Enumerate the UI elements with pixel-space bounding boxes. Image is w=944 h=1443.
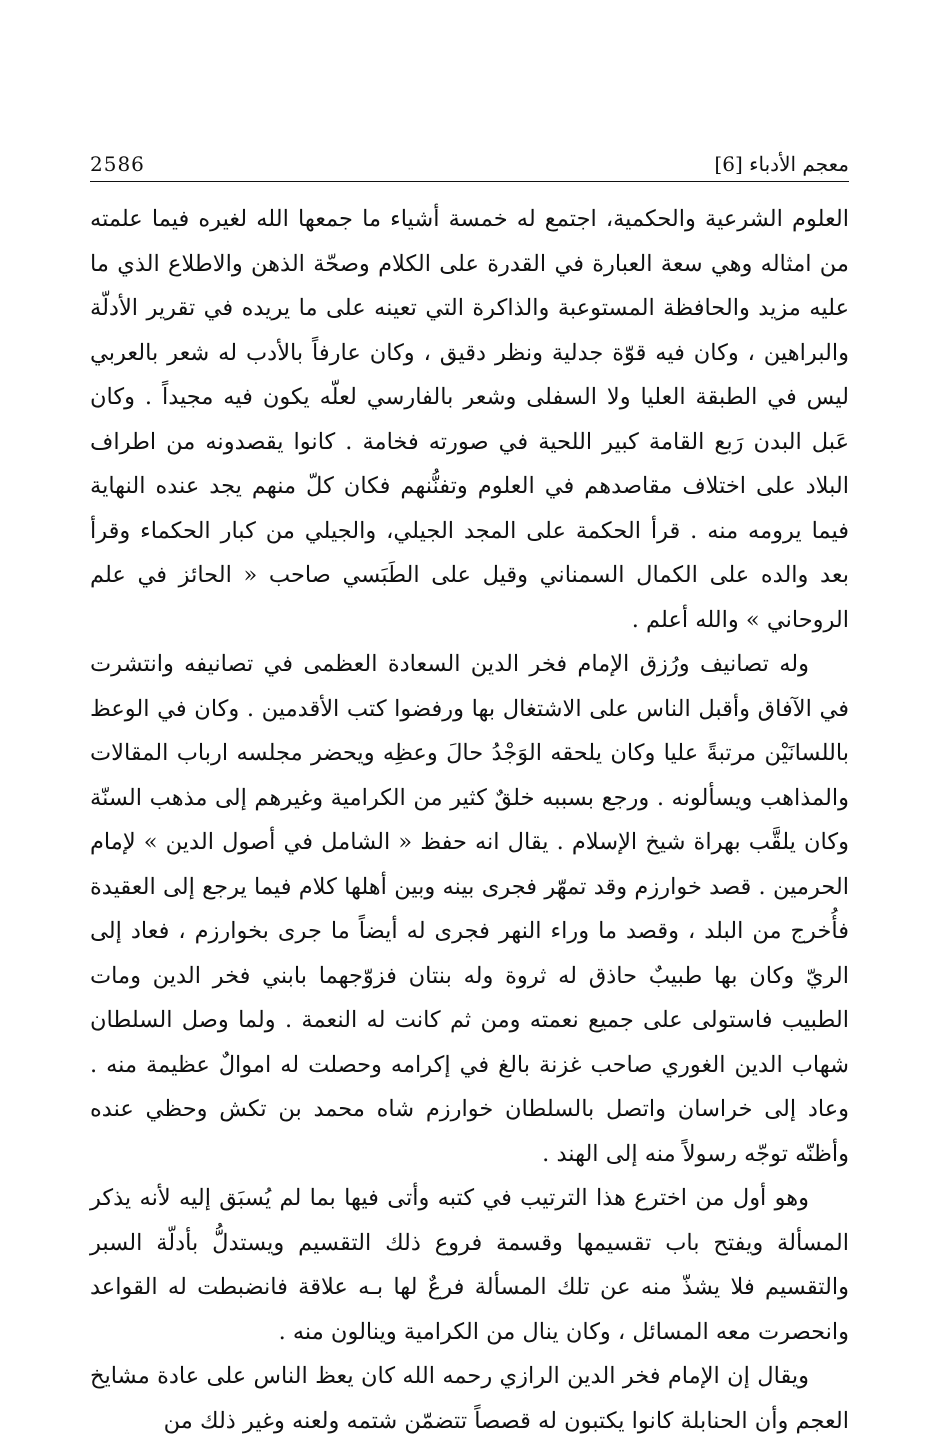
header-rule (90, 181, 849, 182)
paragraph: وهو أول من اخترع هذا الترتيب في كتبه وأتى فيها بما لم يُسبَق إليه لأنه يذكر المسألة ويفتح باب تقسيمها وقسمة فروع ذلك التقسيم ويستدلُّ بأدلّة السبر والتقسيم فلا يشذّ منه عن تلك المسألة فرعٌ لها بـه علاقة فانضبطت له القواعد وانحصرت معه المسائل ، وكان ينال من الكرامية وينالون منه . (90, 1185, 849, 1345)
paragraph: وله تصانيف ورُزق الإمام فخر الدين السعادة العظمى في تصانيفه وانتشرت في الآفاق وأقبل الناس على الاشتغال بها ورفضوا كتب الأقدمين . وكان في الوعظ باللسانَيْن مرتبةً عليا وكان يلحقه الوَجْدُ حالَ وعظِه ويحضر مجلسه ارباب المقالات والمذاهب ويسألونه . ورجع بسببه خلقٌ كثير من الكرامية وغيرهم إلى مذهب السنّة وكان يلقَّب بهراة شيخ الإسلام . يقال انه حفظ « الشامل في أصول الدين » لإمام الحرمين . قصد خوارزم وقد تمهّر فجرى بينه وبين أهلها كلام فيما يرجع إلى العقيدة فأُخرج من البلد ، وقصد ما وراء النهر فجرى له أيضاً ما جرى بخوارزم ، فعاد إلى الريّ وكان بها طبيبٌ حاذق له ثروة وله بنتان فزوّجهما بابني فخر الدين ومات الطبيب فاستولى على جميع نعمته ومن ثم كانت له النعمة . ولما وصل السلطان شهاب الدين الغوري صاحب غزنة بالغ في إكرامه وحصلت له اموالٌ عظيمة منه . وعاد إلى خراسان واتصل بالسلطان خوارزم شاه محمد بن تكش وحظي عنده وأظنّه توجّه رسولاً منه إلى الهند . (90, 651, 849, 1167)
running-title: معجم الأدباء [6] (714, 152, 849, 176)
page-number: 2586 (90, 152, 145, 176)
body-text (90, 197, 849, 1443)
paragraph: ويقال إن الإمام فخر الدين الرازي رحمه الله كان يعظ الناس على عادة مشايخ العجم وأن الحنابلة كانوا يكتبون له قصصاً تتضمّن شتمه ولعنه وغير ذلك من (90, 1363, 849, 1434)
page-header (90, 140, 849, 176)
paragraph: العلوم الشرعية والحكمية، اجتمع له خمسة أشياء ما جمعها الله لغيره فيما علمته من امثاله وهي سعة العبارة في القدرة على الكلام وصحّة الذهن والاطلاع الذي ما عليه مزيد والحافظة المستوعبة والذاكرة التي تعينه على ما يريده في تقرير الأدلّة والبراهين ، وكان فيه قوّة جدلية ونظر دقيق ، وكان عارفاً بالأدب له شعر بالعربي ليس في الطبقة العليا ولا السفلى وشعر بالفارسي لعلّه يكون فيه مجيداً . وكان عَبل البدن رَبع القامة كبير اللحية في صورته فخامة . كانوا يقصدونه من اطراف البلاد على اختلاف مقاصدهم في العلوم وتفنُّنهم فكان كلّ منهم يجد عنده النهاية فيما يرومه منه . قرأ الحكمة على المجد الجيلي، والجيلي من كبار الحكماء وقرأ بعد والده على الكمال السمناني وقيل على الطَبَسي صاحب « الحائز في علم الروحاني » والله أعلم . (90, 206, 849, 633)
